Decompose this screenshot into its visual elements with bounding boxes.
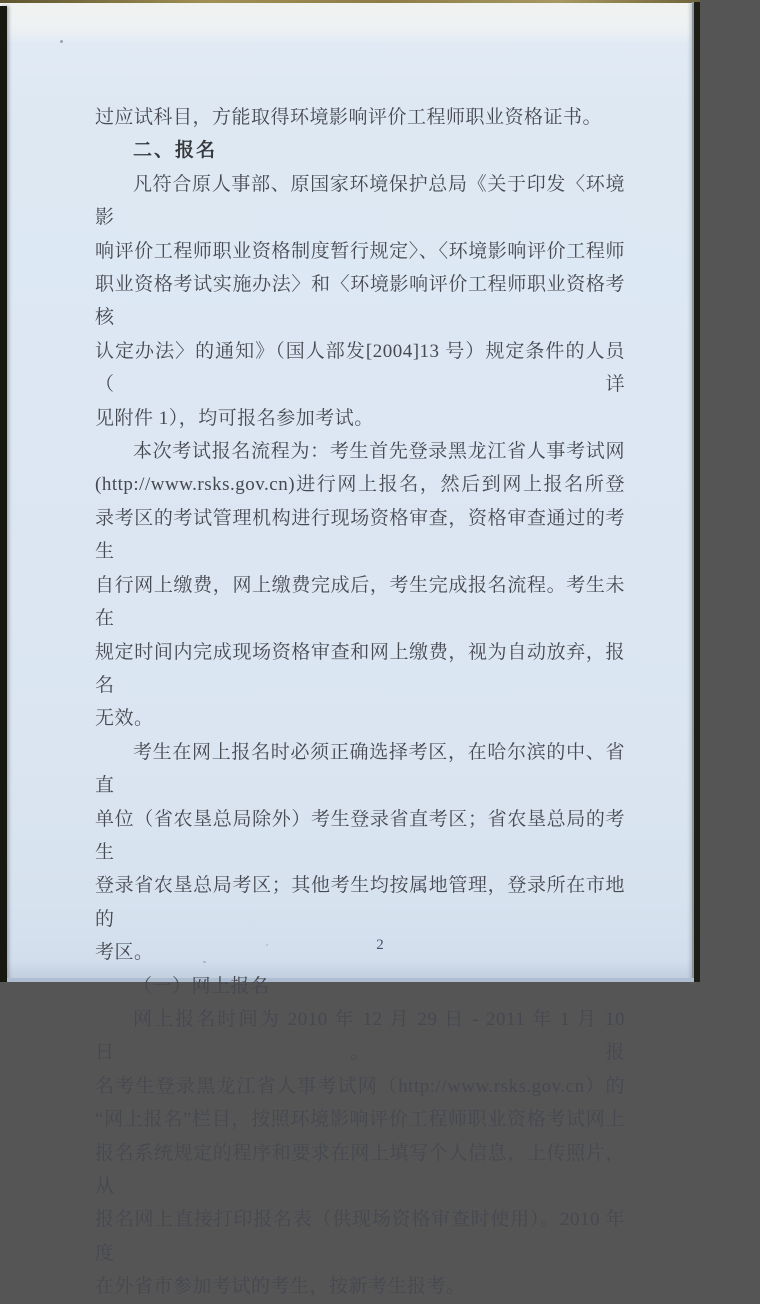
text-line: （一）网上报名	[133, 975, 270, 997]
text-line: (http://www.rsks.gov.cn)进行网上报名，然后到网上报名所登	[95, 474, 625, 496]
text-line: 见附件 1），均可报名参加考试。	[95, 407, 374, 429]
text-line: 规定时间内完成现场资格审查和网上缴费，视为自动放弃，报名	[95, 641, 625, 696]
text-line: 认定办法〉的通知》（国人部发[2004]13 号）规定条件的人员（详	[95, 340, 625, 396]
text-line: 无效。	[95, 708, 154, 730]
scan-edge-right	[694, 2, 700, 982]
text-line: 过应试科目，方能取得环境影响评价工程师职业资格证书。	[95, 107, 603, 128]
scan-edge-top	[0, 0, 700, 3]
scan-speck	[203, 961, 206, 963]
text-line: “网上报名”栏目，按照环境影响评价工程师职业资格考试网上	[95, 1109, 625, 1131]
text-line: 名考生登录黑龙江省人事考试网（http://www.rsks.gov.cn）的	[95, 1075, 625, 1097]
text-line: 单位（省农垦总局除外）考生登录省直考区；省农垦总局的考生	[95, 808, 625, 863]
text-line: 考区。	[95, 942, 154, 964]
scan-edge-left	[0, 6, 7, 982]
text-line: 登录省农垦总局考区；其他考生均按属地管理，登录所在市地的	[95, 875, 625, 930]
text-line: 录考区的考试管理机构进行现场资格审查，资格审查通过的考生	[95, 507, 625, 563]
text-line: 考生在网上报名时必须正确选择考区，在哈尔滨的中、省直	[95, 741, 625, 797]
text-line: 报名系统规定的程序和要求在网上填写个人信息，上传照片，从	[95, 1142, 625, 1197]
text-line: 自行网上缴费，网上缴费完成后，考生完成报名流程。考生未在	[95, 574, 625, 630]
text-line: 响评价工程师职业资格制度暂行规定〉、〈环境影响评价工程师	[95, 240, 625, 262]
text-line: 本次考试报名流程为：考生首先登录黑龙江省人事考试网	[133, 441, 625, 463]
text-line: 网上报名时间为 2010 年 12 月 29 日 - 2011 年 1 月 10 日。报	[95, 1008, 625, 1064]
page-number: 2	[376, 937, 384, 953]
text-line: 在外省市参加考试的考生，按新考生报考。	[95, 1276, 466, 1298]
text-line: 凡符合原人事部、原国家环境保护总局《关于印发〈环境影	[95, 173, 625, 229]
document-body	[95, 101, 625, 1304]
text-line: 报名网上直接打印报名表（供现场资格审查时使用）。2010 年度	[95, 1209, 625, 1264]
scan-speck	[266, 944, 268, 946]
text-line: 二、报名	[133, 140, 218, 162]
text-line: 职业资格考试实施办法〉和〈环境影响评价工程师职业资格考核	[95, 274, 625, 329]
scan-speck	[60, 40, 63, 43]
